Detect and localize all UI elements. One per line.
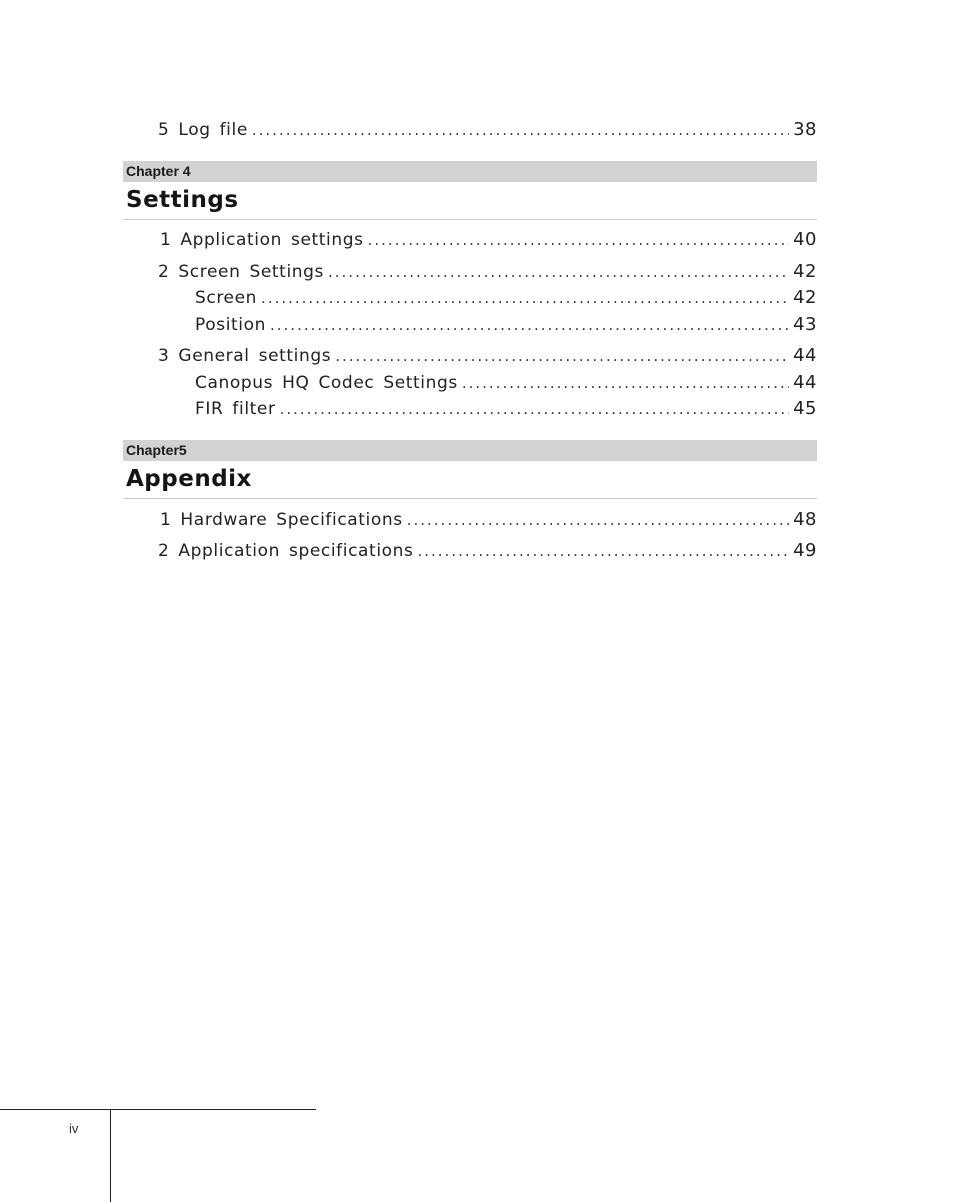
toc-entry-label: Canopus HQ Codec Settings (195, 373, 458, 393)
toc-entry-label: FIR filter (195, 399, 276, 419)
dot-leader (335, 345, 789, 367)
toc-entry[interactable] (158, 540, 817, 562)
chapter-title: Settings (126, 187, 239, 213)
toc-entry[interactable] (160, 509, 817, 531)
toc-subentry[interactable] (195, 287, 817, 309)
toc-entry-label: 1 Application settings (160, 230, 364, 250)
toc-entry-page: 45 (793, 398, 817, 419)
toc-entry-label: 1 Hardware Specifications (160, 510, 403, 530)
toc-subentry[interactable] (195, 372, 817, 394)
toc-entry-label: 5 Log file (158, 120, 248, 140)
dot-leader (328, 261, 789, 283)
dot-leader (252, 119, 789, 141)
toc-entry-page: 42 (793, 261, 817, 282)
toc-entry-label: Screen (195, 288, 258, 308)
toc-entry-page: 43 (793, 314, 817, 335)
dot-leader (261, 287, 789, 309)
toc-entry-label: Position (195, 315, 266, 335)
toc-entry-label: 2 Screen Settings (158, 262, 324, 282)
toc-entry[interactable] (160, 229, 817, 251)
chapter-divider (123, 498, 817, 499)
dot-leader (280, 398, 790, 420)
footer-rule (0, 1109, 316, 1110)
dot-leader (368, 229, 789, 251)
toc-entry[interactable] (158, 261, 817, 283)
toc-entry-page: 42 (793, 287, 817, 308)
chapter-divider (123, 219, 817, 220)
chapter-title: Appendix (126, 466, 252, 492)
toc-entry-label: 3 General settings (158, 346, 332, 366)
toc-entry-page: 40 (793, 229, 817, 250)
footer-margin-rule (110, 1109, 111, 1202)
page-number: iv (69, 1121, 79, 1136)
toc-entry-page: 44 (793, 345, 817, 366)
toc-entry-page: 49 (793, 540, 817, 561)
chapter-tag-bar: Chapter 4 (123, 161, 817, 182)
toc-subentry[interactable] (195, 314, 817, 336)
toc-subentry[interactable] (195, 398, 817, 420)
toc-entry-page: 48 (793, 509, 817, 530)
toc-entry-page: 38 (793, 119, 817, 140)
toc-entry[interactable] (158, 345, 817, 367)
toc-entry-label: 2 Application specifications (158, 541, 414, 561)
dot-leader (270, 314, 789, 336)
dot-leader (417, 540, 789, 562)
dot-leader (462, 372, 789, 394)
toc-entry-page: 44 (793, 372, 817, 393)
chapter-tag-bar: Chapter5 (123, 440, 817, 461)
dot-leader (407, 509, 789, 531)
toc-entry[interactable] (158, 119, 817, 141)
